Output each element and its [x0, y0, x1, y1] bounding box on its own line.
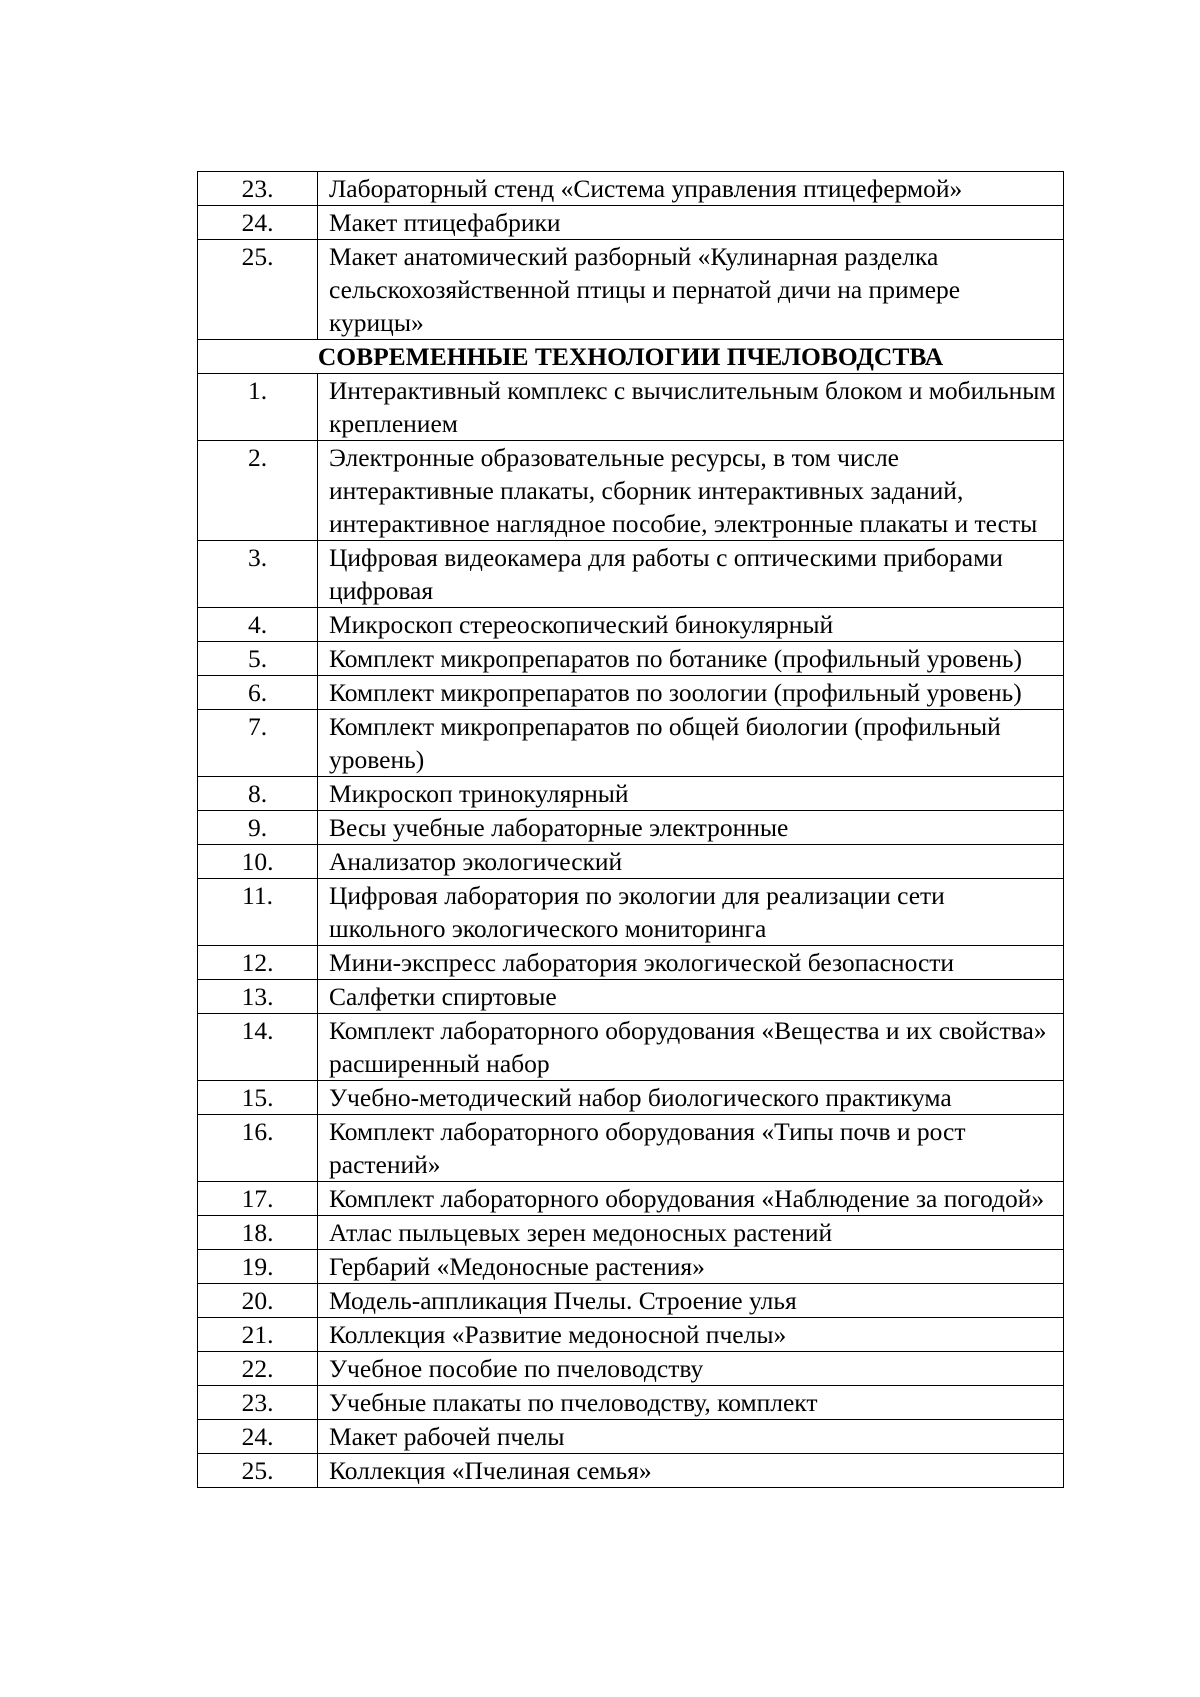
row-number: 6. [198, 676, 318, 710]
table-row [198, 240, 1064, 340]
table-row [198, 980, 1064, 1014]
table-row [198, 1115, 1064, 1182]
row-number: 5. [198, 642, 318, 676]
row-number: 13. [198, 980, 318, 1014]
row-number: 25. [198, 240, 318, 340]
row-number: 24. [198, 206, 318, 240]
row-item-name: Макет птицефабрики [318, 206, 1064, 240]
table-row [198, 1454, 1064, 1488]
row-number: 16. [198, 1115, 318, 1182]
row-item-name: Лабораторный стенд «Система управления птицефермой» [318, 172, 1064, 206]
row-item-name: Цифровая лаборатория по экологии для реализации сети школьного экологического мониторинга [318, 879, 1064, 946]
row-number: 24. [198, 1420, 318, 1454]
section-title: СОВРЕМЕННЫЕ ТЕХНОЛОГИИ ПЧЕЛОВОДСТВА [198, 340, 1064, 374]
row-item-name: Микроскоп стереоскопический бинокулярный [318, 608, 1064, 642]
table-row [198, 1182, 1064, 1216]
row-number: 15. [198, 1081, 318, 1115]
table-row [198, 1284, 1064, 1318]
row-number: 20. [198, 1284, 318, 1318]
row-number: 17. [198, 1182, 318, 1216]
row-item-name: Макет рабочей пчелы [318, 1420, 1064, 1454]
row-item-name: Комплект лабораторного оборудования «Наблюдение за погодой» [318, 1182, 1064, 1216]
row-number: 12. [198, 946, 318, 980]
row-number: 1. [198, 374, 318, 441]
row-item-name: Интерактивный комплекс с вычислительным блоком и мобильным креплением [318, 374, 1064, 441]
row-item-name: Модель-аппликация Пчелы. Строение улья [318, 1284, 1064, 1318]
table-row [198, 676, 1064, 710]
row-number: 2. [198, 441, 318, 541]
row-item-name: Мини-экспресс лаборатория экологической безопасности [318, 946, 1064, 980]
table-row [198, 946, 1064, 980]
table-row [198, 811, 1064, 845]
row-number: 10. [198, 845, 318, 879]
row-number: 14. [198, 1014, 318, 1081]
row-item-name: Электронные образовательные ресурсы, в том числе интерактивные плакаты, сборник интерактивных заданий, интерактивное наглядное пособие, электронные плакаты и тесты [318, 441, 1064, 541]
row-number: 4. [198, 608, 318, 642]
equipment-table [197, 171, 1064, 1488]
row-number: 7. [198, 710, 318, 777]
row-item-name: Гербарий «Медоносные растения» [318, 1250, 1064, 1284]
row-item-name: Коллекция «Развитие медоносной пчелы» [318, 1318, 1064, 1352]
row-number: 3. [198, 541, 318, 608]
table-row [198, 1386, 1064, 1420]
row-item-name: Комплект лабораторного оборудования «Вещества и их свойства» расширенный набор [318, 1014, 1064, 1081]
table-row [198, 777, 1064, 811]
table-row [198, 879, 1064, 946]
row-number: 9. [198, 811, 318, 845]
table-row [198, 172, 1064, 206]
row-item-name: Комплект микропрепаратов по общей биологии (профильный уровень) [318, 710, 1064, 777]
row-item-name: Анализатор экологический [318, 845, 1064, 879]
row-item-name: Коллекция «Пчелиная семья» [318, 1454, 1064, 1488]
row-number: 11. [198, 879, 318, 946]
table-row [198, 845, 1064, 879]
row-number: 23. [198, 1386, 318, 1420]
row-item-name: Весы учебные лабораторные электронные [318, 811, 1064, 845]
row-number: 21. [198, 1318, 318, 1352]
row-item-name: Комплект микропрепаратов по ботанике (профильный уровень) [318, 642, 1064, 676]
table-row [198, 1352, 1064, 1386]
row-number: 23. [198, 172, 318, 206]
table-row [198, 206, 1064, 240]
table-row [198, 1318, 1064, 1352]
row-item-name: Макет анатомический разборный «Кулинарная разделка сельскохозяйственной птицы и пернатой дичи на примере курицы» [318, 240, 1064, 340]
row-item-name: Комплект лабораторного оборудования «Типы почв и рост растений» [318, 1115, 1064, 1182]
table-row [198, 710, 1064, 777]
table-row [198, 1420, 1064, 1454]
table-row [198, 1081, 1064, 1115]
row-item-name: Комплект микропрепаратов по зоологии (профильный уровень) [318, 676, 1064, 710]
section-header-row [198, 340, 1064, 374]
table-row [198, 1014, 1064, 1081]
row-item-name: Учебные плакаты по пчеловодству, комплект [318, 1386, 1064, 1420]
row-number: 8. [198, 777, 318, 811]
table-row [198, 541, 1064, 608]
table-row [198, 642, 1064, 676]
table-row [198, 441, 1064, 541]
row-number: 18. [198, 1216, 318, 1250]
equipment-table-body [198, 172, 1064, 1488]
table-row [198, 374, 1064, 441]
row-number: 22. [198, 1352, 318, 1386]
table-row [198, 1250, 1064, 1284]
row-item-name: Атлас пыльцевых зерен медоносных растений [318, 1216, 1064, 1250]
row-item-name: Цифровая видеокамера для работы с оптическими приборами цифровая [318, 541, 1064, 608]
row-number: 19. [198, 1250, 318, 1284]
table-row [198, 1216, 1064, 1250]
row-item-name: Учебно-методический набор биологического практикума [318, 1081, 1064, 1115]
row-item-name: Салфетки спиртовые [318, 980, 1064, 1014]
row-item-name: Учебное пособие по пчеловодству [318, 1352, 1064, 1386]
row-number: 25. [198, 1454, 318, 1488]
table-row [198, 608, 1064, 642]
row-item-name: Микроскоп тринокулярный [318, 777, 1064, 811]
